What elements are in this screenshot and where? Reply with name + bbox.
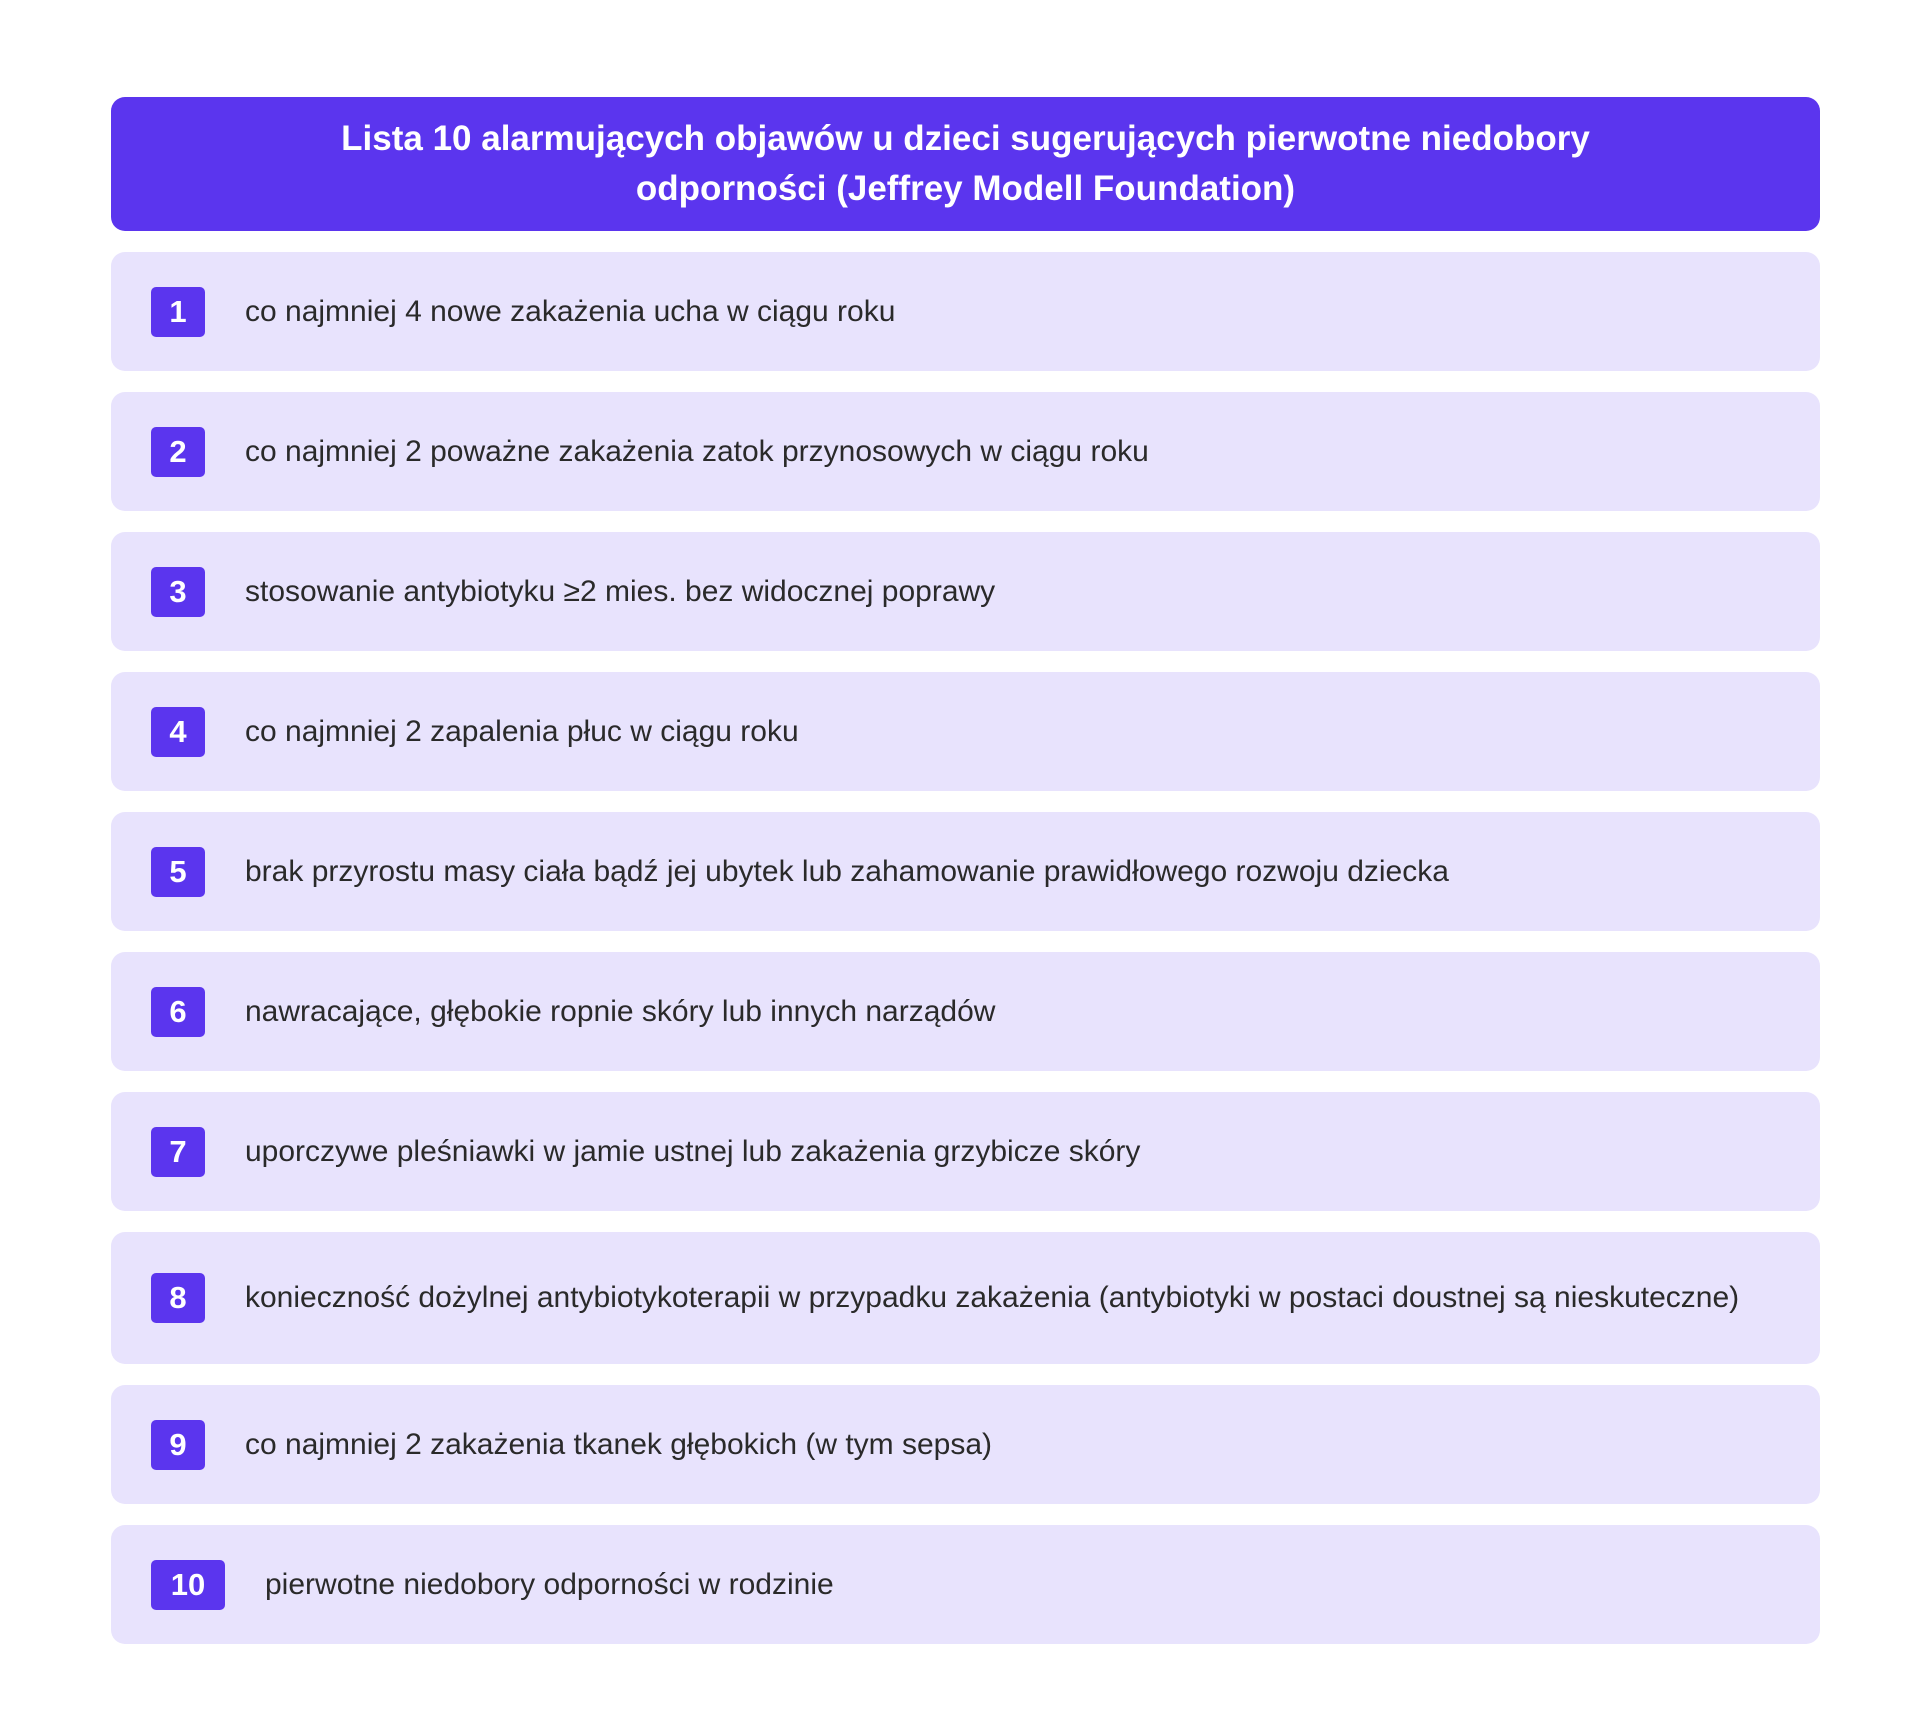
item-number-badge: 4 (151, 707, 205, 757)
list-item (111, 392, 1820, 511)
page-title: Lista 10 alarmujących objawów u dzieci sugerujących pierwotne niedobory odporności (Jeffrey Modell Foundation) (341, 119, 1590, 208)
item-text: co najmniej 2 zapalenia płuc w ciągu roku (245, 714, 799, 748)
list-item (111, 1092, 1820, 1211)
item-number-badge: 5 (151, 847, 205, 897)
list-item (111, 532, 1820, 651)
item-number-badge: 1 (151, 287, 205, 337)
symptom-list (111, 252, 1820, 1644)
list-item (111, 672, 1820, 791)
symptom-list-card (111, 97, 1820, 1665)
item-number-badge: 3 (151, 567, 205, 617)
list-item (111, 952, 1820, 1071)
list-header (111, 97, 1820, 231)
item-number-badge: 10 (151, 1560, 225, 1610)
list-item (111, 252, 1820, 371)
item-text: pierwotne niedobory odporności w rodzinie (265, 1567, 834, 1601)
item-text: konieczność dożylnej antybiotykoterapii w przypadku zakażenia (antybiotyki w postaci doustnej są nieskuteczne) (245, 1281, 1740, 1314)
item-number-badge: 6 (151, 987, 205, 1037)
list-item (111, 812, 1820, 931)
list-item (111, 1385, 1820, 1504)
item-number-badge: 8 (151, 1273, 205, 1323)
item-text: co najmniej 2 poważne zakażenia zatok przynosowych w ciągu roku (245, 434, 1149, 468)
item-text: co najmniej 2 zakażenia tkanek głębokich (w tym sepsa) (245, 1427, 993, 1461)
item-text: co najmniej 4 nowe zakażenia ucha w ciągu roku (245, 294, 896, 328)
item-number-badge: 7 (151, 1127, 205, 1177)
item-text: uporczywe pleśniawki w jamie ustnej lub zakażenia grzybicze skóry (245, 1134, 1141, 1168)
item-text: stosowanie antybiotyku ≥2 mies. bez widocznej poprawy (245, 574, 996, 608)
list-item (111, 1232, 1820, 1364)
item-number-badge: 2 (151, 427, 205, 477)
item-text: nawracające, głębokie ropnie skóry lub innych narządów (245, 994, 996, 1028)
item-number-badge: 9 (151, 1420, 205, 1470)
list-item (111, 1525, 1820, 1644)
item-text: brak przyrostu masy ciała bądź jej ubytek lub zahamowanie prawidłowego rozwoju dziecka (245, 854, 1449, 888)
